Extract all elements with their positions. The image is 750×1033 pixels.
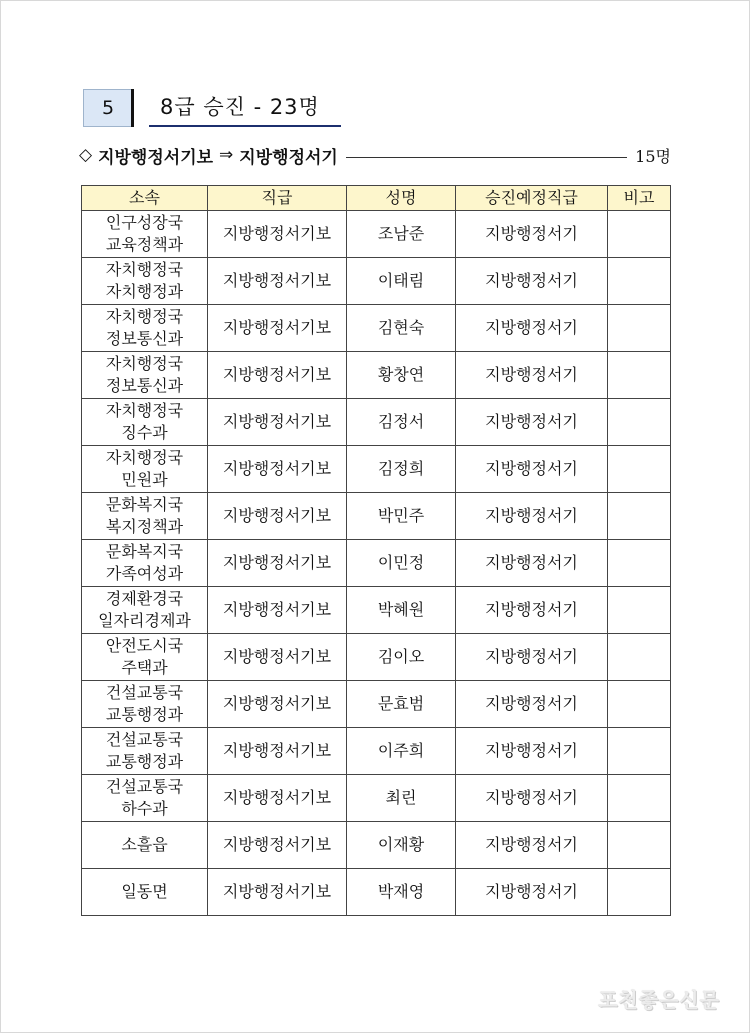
cell-name: 박재영 [347, 869, 456, 916]
table-body [82, 211, 671, 916]
cell-note [608, 728, 671, 775]
cell-target-grade: 지방행정서기 [456, 446, 608, 493]
cell-grade: 지방행정서기보 [208, 822, 347, 869]
cell-name: 박민주 [347, 493, 456, 540]
cell-target-grade: 지방행정서기 [456, 587, 608, 634]
dept-line: 징수과 [121, 423, 168, 442]
dept-line: 인구성장국 [105, 213, 184, 232]
cell-grade: 지방행정서기보 [208, 399, 347, 446]
cell-dept [82, 493, 208, 540]
dept-line: 일동면 [121, 882, 168, 901]
cell-name: 이태림 [347, 258, 456, 305]
dept-line: 문화복지국 [105, 495, 184, 514]
dept-line: 자치행정과 [105, 282, 184, 301]
cell-dept [82, 634, 208, 681]
cell-name: 이민정 [347, 540, 456, 587]
dashed-leader [346, 157, 627, 158]
cell-target-grade: 지방행정서기 [456, 399, 608, 446]
dept-line: 가족여성과 [105, 564, 184, 583]
cell-note [608, 869, 671, 916]
table-row [82, 446, 671, 493]
table-row [82, 211, 671, 258]
cell-note [608, 305, 671, 352]
cell-note [608, 211, 671, 258]
cell-name: 조남준 [347, 211, 456, 258]
cell-name: 김정서 [347, 399, 456, 446]
cell-grade: 지방행정서기보 [208, 211, 347, 258]
cell-target-grade: 지방행정서기 [456, 775, 608, 822]
table-row [82, 822, 671, 869]
cell-dept [82, 681, 208, 728]
publisher-watermark: 포천좋은신문 [598, 988, 720, 1012]
diamond-icon: ◇ [79, 145, 93, 165]
cell-name: 이재황 [347, 822, 456, 869]
dept-line: 복지정책과 [105, 517, 184, 536]
cell-target-grade: 지방행정서기 [456, 681, 608, 728]
cell-dept [82, 869, 208, 916]
dept-line: 경제환경국 [105, 589, 184, 608]
cell-grade: 지방행정서기보 [208, 869, 347, 916]
header-dept: 소속 [82, 186, 208, 211]
header-target-grade: 승진예정직급 [456, 186, 608, 211]
cell-note [608, 775, 671, 822]
cell-note [608, 822, 671, 869]
cell-note [608, 446, 671, 493]
dept-line: 교육정책과 [105, 235, 184, 254]
dept-line: 자치행정국 [105, 401, 184, 420]
cell-name: 김현숙 [347, 305, 456, 352]
dept-line: 정보통신과 [105, 329, 184, 348]
cell-grade: 지방행정서기보 [208, 352, 347, 399]
cell-grade: 지방행정서기보 [208, 540, 347, 587]
table-row [82, 305, 671, 352]
cell-grade: 지방행정서기보 [208, 587, 347, 634]
table-row [82, 728, 671, 775]
header-name: 성명 [347, 186, 456, 211]
section-number: 5 [83, 89, 132, 127]
table-header-row [82, 186, 671, 211]
dept-line: 건설교통국 [105, 730, 184, 749]
dept-line: 소흘읍 [121, 835, 168, 854]
cell-dept [82, 258, 208, 305]
table-row [82, 258, 671, 305]
cell-grade: 지방행정서기보 [208, 493, 347, 540]
dept-line: 일자리경제과 [98, 611, 191, 630]
dept-line: 자치행정국 [105, 260, 184, 279]
cell-name: 이주희 [347, 728, 456, 775]
dept-line: 자치행정국 [105, 448, 184, 467]
cell-grade: 지방행정서기보 [208, 258, 347, 305]
section-title: 8급 승진 - 23명 [160, 95, 320, 119]
cell-note [608, 681, 671, 728]
promotion-subheading [79, 142, 671, 168]
cell-dept [82, 399, 208, 446]
cell-dept [82, 822, 208, 869]
cell-grade: 지방행정서기보 [208, 775, 347, 822]
cell-name: 황창연 [347, 352, 456, 399]
header-note: 비고 [608, 186, 671, 211]
arrow-icon: ⇒ [219, 145, 234, 165]
table-row [82, 634, 671, 681]
dept-line: 자치행정국 [105, 354, 184, 373]
dept-line: 안전도시국 [105, 636, 184, 655]
cell-dept [82, 211, 208, 258]
cell-target-grade: 지방행정서기 [456, 211, 608, 258]
cell-dept [82, 587, 208, 634]
dept-line: 건설교통국 [105, 683, 184, 702]
table-row [82, 681, 671, 728]
cell-note [608, 493, 671, 540]
cell-target-grade: 지방행정서기 [456, 634, 608, 681]
cell-dept [82, 446, 208, 493]
section-title-underline [149, 125, 341, 127]
dept-line: 건설교통국 [105, 777, 184, 796]
cell-dept [82, 305, 208, 352]
cell-note [608, 399, 671, 446]
cell-target-grade: 지방행정서기 [456, 258, 608, 305]
dept-line: 주택과 [121, 658, 168, 677]
dept-line: 하수과 [121, 799, 168, 818]
cell-note [608, 540, 671, 587]
cell-name: 최린 [347, 775, 456, 822]
table-row [82, 775, 671, 822]
cell-target-grade: 지방행정서기 [456, 728, 608, 775]
promotion-count: 15명 [635, 146, 671, 166]
cell-name: 박혜원 [347, 587, 456, 634]
dept-line: 민원과 [121, 470, 168, 489]
table-row [82, 587, 671, 634]
cell-name: 김이오 [347, 634, 456, 681]
cell-target-grade: 지방행정서기 [456, 352, 608, 399]
cell-target-grade: 지방행정서기 [456, 822, 608, 869]
cell-target-grade: 지방행정서기 [456, 493, 608, 540]
to-grade: 지방행정서기 [239, 147, 338, 168]
cell-note [608, 258, 671, 305]
cell-target-grade: 지방행정서기 [456, 869, 608, 916]
cell-dept [82, 540, 208, 587]
cell-grade: 지방행정서기보 [208, 634, 347, 681]
dept-line: 자치행정국 [105, 307, 184, 326]
dept-line: 교통행정과 [105, 752, 184, 771]
cell-target-grade: 지방행정서기 [456, 540, 608, 587]
table-row [82, 399, 671, 446]
dept-line: 교통행정과 [105, 705, 184, 724]
section-number-divider [131, 89, 134, 127]
cell-name: 문효범 [347, 681, 456, 728]
table-row [82, 352, 671, 399]
table-row [82, 493, 671, 540]
cell-note [608, 352, 671, 399]
cell-grade: 지방행정서기보 [208, 446, 347, 493]
cell-note [608, 634, 671, 681]
cell-grade: 지방행정서기보 [208, 681, 347, 728]
cell-dept [82, 775, 208, 822]
cell-grade: 지방행정서기보 [208, 728, 347, 775]
cell-dept [82, 352, 208, 399]
table-row [82, 869, 671, 916]
header-grade: 직급 [208, 186, 347, 211]
cell-name: 김정희 [347, 446, 456, 493]
from-grade: 지방행정서기보 [98, 147, 214, 168]
dept-line: 정보통신과 [105, 376, 184, 395]
table-row [82, 540, 671, 587]
cell-target-grade: 지방행정서기 [456, 305, 608, 352]
dept-line: 문화복지국 [105, 542, 184, 561]
cell-dept [82, 728, 208, 775]
cell-note [608, 587, 671, 634]
cell-grade: 지방행정서기보 [208, 305, 347, 352]
promotion-table [81, 185, 671, 916]
